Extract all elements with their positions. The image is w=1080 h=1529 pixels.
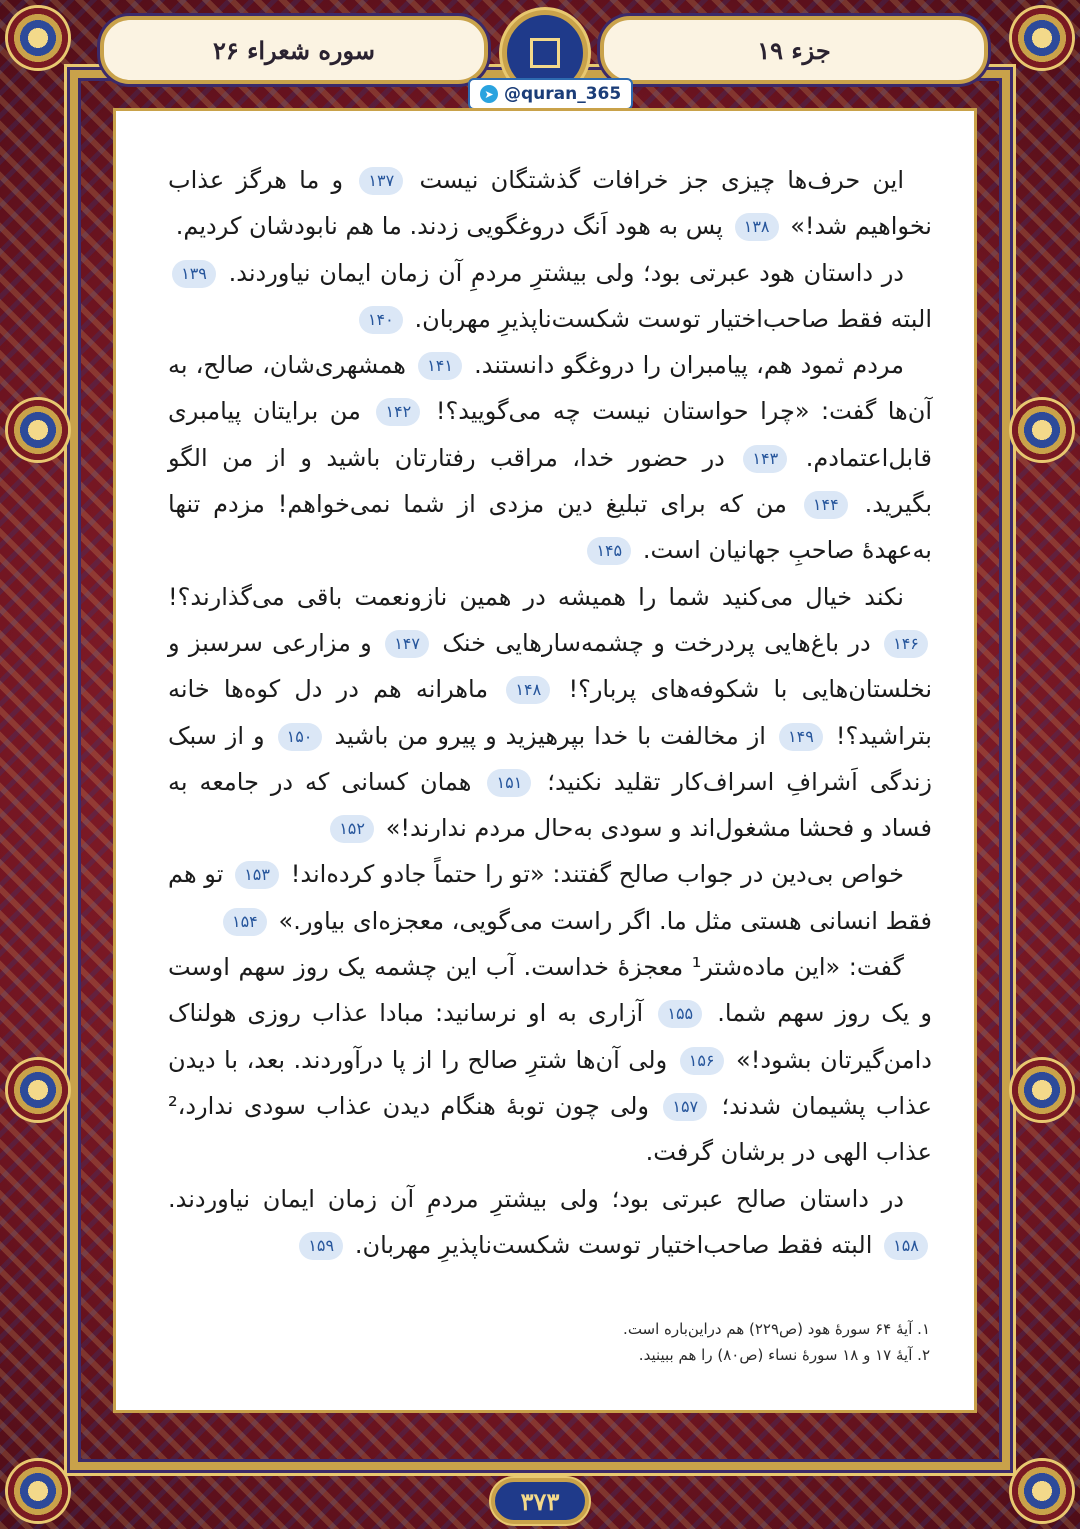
verse-text: همشهری‌شان، صالح، به آن‌ها گفت: «چرا حواستان نیست چه می‌گویید؟!: [168, 351, 932, 426]
translation-text: [168, 157, 932, 1268]
verse-number-badge: ۱۴۱: [418, 352, 462, 380]
verse-number-badge: ۱۵۶: [680, 1047, 724, 1075]
corner-rosette-ornament: [8, 1461, 68, 1521]
verse-text: و از سبک زندگی اَشرافِ اسراف‌کار تقلید نکنید؛: [168, 721, 932, 796]
footnote: ۲. آیهٔ ۱۷ و ۱۸ سورهٔ نساء (ص۸۰) را هم ببینید.: [638, 1346, 930, 1364]
verse-text: پس به هود اَنگ دروغگویی زدند. ما هم نابودشان کردیم.: [175, 212, 731, 241]
verse-text: در حضور خدا، مراقب رفتارتان باشید و از من الگو بگیرید.: [168, 443, 933, 519]
verse-number-badge: ۱۴۷: [385, 630, 429, 658]
verse-number-badge: ۱۵۰: [278, 723, 322, 751]
verse-number-badge: ۱۴۸: [506, 676, 550, 704]
verse-text: در داستان صالح عبرتی بود؛ ولی بیشترِ مردمِ آن زمان ایمان نیاوردند.: [168, 1184, 904, 1213]
verse-text: این حرف‌ها چیزی جز خرافات گذشتگان نیست: [407, 166, 904, 194]
verse-text: آزاری به او نرسانید: مبادا عذاب روزی هولناک دامن‌گیرتان بشود!»: [168, 999, 932, 1074]
verse-number-badge: ۱۵۳: [235, 861, 279, 889]
verse-text: من برایتان پیامبری قابل‌اعتمادم.: [168, 397, 932, 472]
verse-text: از مخالفت با خدا بپرهیزید و پیرو من باشید: [325, 721, 775, 750]
verse-text: ولی آن‌ها شترِ صالح را از پا درآوردند. بعد، با دیدن عذاب پشیمان شدند؛: [168, 1045, 933, 1120]
verse-text: و مزارعی سرسبز و نخلستان‌هایی با شکوفه‌های پربار؟!: [168, 628, 932, 704]
verse-number-badge: ۱۵۹: [299, 1232, 343, 1260]
juz-title: جزء ۱۹: [757, 35, 831, 65]
verse-number-badge: ۱۴۳: [743, 445, 787, 473]
verse-text: ولی چون توبهٔ هنگام دیدن عذاب سودی ندارد،² عذاب الهی در بر‌شان گرفت.: [168, 1091, 932, 1167]
verse-number-badge: ۱۵۲: [330, 815, 374, 843]
verse-number-badge: ۱۴۹: [779, 723, 823, 751]
side-rosette-ornament: [8, 1060, 68, 1120]
surah-header: [100, 16, 488, 84]
paragraph: [168, 944, 932, 1175]
paragraph: [168, 342, 932, 573]
verse-number-badge: ۱۵۸: [884, 1232, 928, 1260]
channel-handle: @quran_365: [504, 84, 622, 104]
paragraph: [168, 851, 932, 944]
paragraph: [168, 1176, 932, 1269]
verse-text: همان کسانی که در جامعه به فساد و فحشا مشغول‌اند و سودی به‌حال مردم ندارند!»: [168, 767, 932, 843]
surah-title: سوره شعراء ۲۶: [212, 35, 376, 65]
kufic-logo-icon: [530, 38, 560, 68]
paragraph: [168, 157, 932, 250]
verse-number-badge: ۱۴۲: [376, 398, 420, 426]
verse-number-badge: ۱۳۹: [172, 260, 216, 288]
verse-number-badge: ۱۳۷: [359, 167, 403, 195]
side-rosette-ornament: [1012, 1060, 1072, 1120]
corner-rosette-ornament: [1012, 1461, 1072, 1521]
verse-text: نکند خیال می‌کنید شما را همیشه در همین نازونعمت باقی می‌گذارند؟!: [168, 582, 904, 611]
verse-number-badge: ۱۵۷: [663, 1093, 707, 1121]
paragraph: [168, 250, 932, 343]
verse-number-badge: ۱۵۴: [223, 908, 267, 936]
verse-text: گفت: «این ماده‌شتر¹ معجزهٔ خداست. آب این چشمه یک روز سهم اوست و یک روز سهم شما.: [168, 953, 932, 1028]
verse-text: خواص بی‌دین در جواب صالح گفتند: «تو را حتماً جادو کرده‌اند!: [283, 860, 905, 889]
verse-number-badge: ۱۵۵: [658, 1000, 702, 1028]
verse-text: در داستان هود عبرتی بود؛ ولی بیشترِ مردمِ آن زمان ایمان نیاوردند.: [220, 258, 904, 287]
juz-header: [600, 16, 988, 84]
verse-number-badge: ۱۴۵: [587, 537, 631, 565]
verse-text: و ما هرگز عذاب نخواهیم شد!»: [168, 166, 932, 241]
page-number: ۳۷۳: [491, 1478, 589, 1524]
verse-text: من که برای تبلیغ دین مزدی از شما نمی‌خواهم! مزدم تنها به‌عهدهٔ صاحبِ جهانیان است.: [168, 490, 932, 565]
corner-rosette-ornament: [1012, 8, 1072, 68]
verse-text: در باغ‌هایی پردرخت و چشمه‌سارهایی خنک: [433, 628, 880, 657]
verse-text: مردم ثمود هم، پیامبران را دروغگو دانستند.: [466, 351, 904, 380]
verse-number-badge: ۱۵۱: [487, 769, 531, 797]
text-panel: [113, 108, 977, 1413]
footnotes: [176, 1316, 930, 1368]
verse-text: ماهرانه هم در دل کوه‌ها خانه بتراشید؟!: [168, 675, 932, 750]
corner-rosette-ornament: [8, 8, 68, 68]
verse-number-badge: ۱۴۴: [804, 491, 848, 519]
verse-number-badge: ۱۳۸: [735, 213, 779, 241]
paragraph: [168, 574, 932, 852]
footnote: ۱. آیهٔ ۶۴ سورهٔ هود (ص۲۲۹) هم دراین‌باره است.: [623, 1320, 930, 1338]
verse-number-badge: ۱۴۶: [884, 630, 928, 658]
verse-text: تو هم فقط انسانی هستی مثل ما. اگر راست می‌گویی، معجزه‌ای بیاور.»: [168, 860, 932, 935]
verse-text: البته فقط صاحب‌اختیار توست شکست‌ناپذیرِ مهربان.: [406, 304, 932, 333]
side-rosette-ornament: [1012, 400, 1072, 460]
telegram-icon: ➤: [480, 85, 498, 103]
telegram-channel-link[interactable]: [468, 78, 633, 110]
side-rosette-ornament: [8, 400, 68, 460]
verse-number-badge: ۱۴۰: [359, 306, 403, 334]
verse-text: البته فقط صاحب‌اختیار توست شکست‌ناپذیرِ مهربان.: [347, 1230, 880, 1259]
